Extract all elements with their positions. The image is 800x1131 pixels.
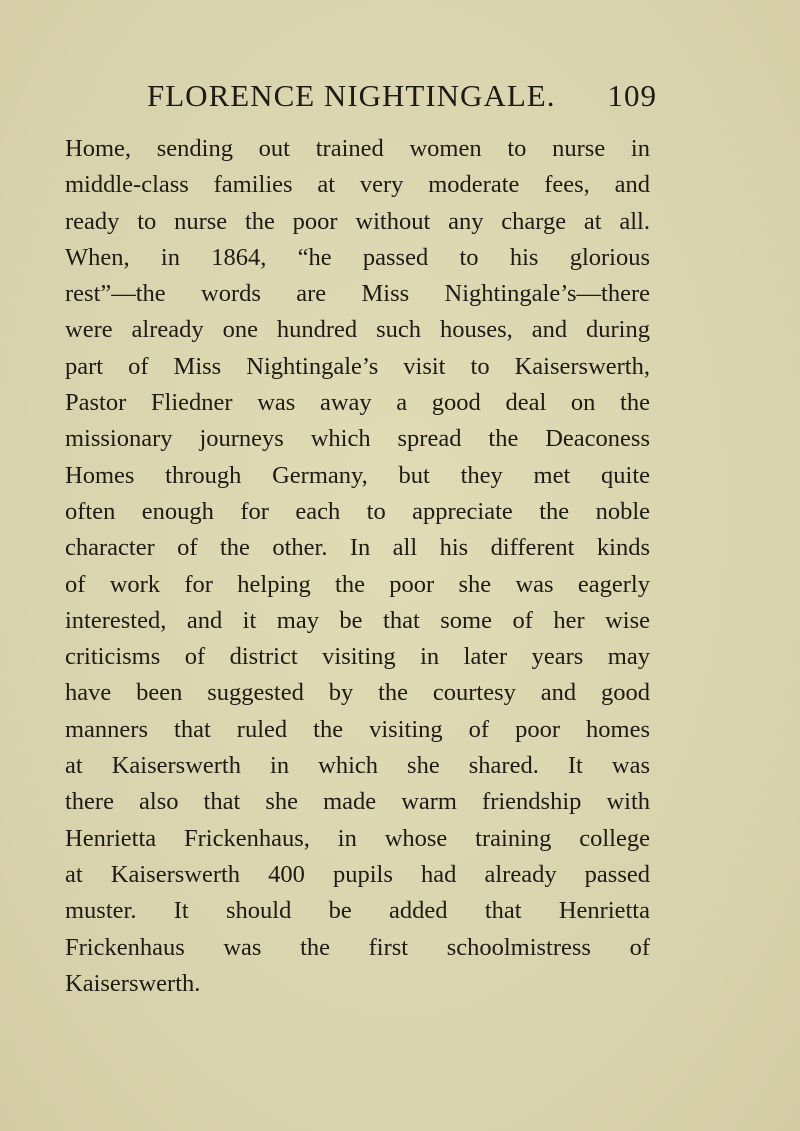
text-line: interested, and it may be that some of her wise (65, 606, 650, 634)
text-line: character of the other. In all his different kinds (65, 534, 650, 562)
text-line: rest”—the words are Miss Nightingale’s—there (65, 280, 650, 308)
text-line: at Kaiserswerth in which she shared. It was (65, 752, 650, 780)
page-number: 109 (607, 78, 657, 113)
text-line: Kaiserswerth. (65, 969, 201, 997)
text-line: middle-class families at very moderate fees, and (65, 171, 650, 199)
text-line: were already one hundred such houses, and during (65, 316, 650, 344)
text-line: manners that ruled the visiting of poor homes (65, 715, 650, 743)
text-line: When, in 1864, “he passed to his glorious (65, 243, 650, 271)
text-line: there also that she made warm friendship with (65, 788, 650, 816)
text-line: Home, sending out trained women to nurse in (65, 135, 650, 162)
text-line: Pastor Fliedner was away a good deal on the (65, 389, 650, 417)
text-line: Frickenhaus was the first schoolmistress of (65, 933, 650, 961)
text-line: at Kaiserswerth 400 pupils had already passed (65, 860, 650, 888)
text-line: Homes through Germany, but they met quite (65, 461, 650, 489)
text-line: have been suggested by the courtesy and good (65, 679, 650, 707)
text-line: missionary journeys which spread the Deaconess (65, 425, 650, 453)
running-title: FLORENCE NIGHTINGALE. (147, 78, 556, 113)
text-line: Henrietta Frickenhaus, in whose training college (65, 824, 650, 852)
text-line: ready to nurse the poor without any charge at all. (65, 207, 650, 235)
text-line: part of Miss Nightingale’s visit to Kaiserswerth, (65, 352, 650, 380)
text-line: often enough for each to appreciate the noble (65, 497, 650, 525)
page-header (147, 78, 657, 122)
text-line: of work for helping the poor she was eagerly (65, 570, 650, 598)
text-line: criticisms of district visiting in later years may (65, 643, 650, 671)
text-line: muster. It should be added that Henrietta (65, 897, 650, 925)
body-text (65, 131, 650, 1002)
